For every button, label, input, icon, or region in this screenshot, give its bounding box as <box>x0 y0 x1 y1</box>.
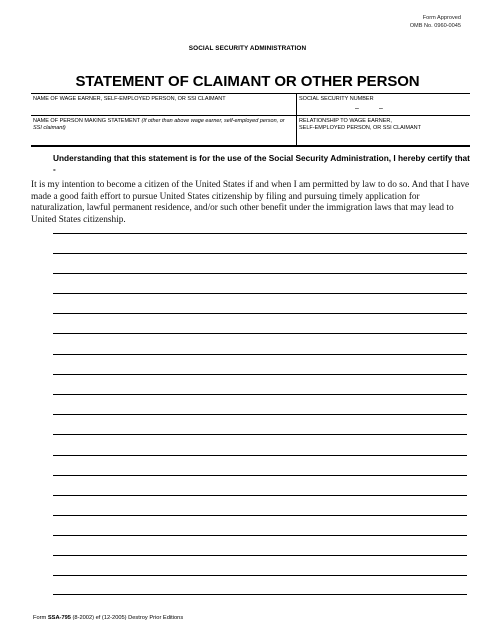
writing-line[interactable] <box>53 313 467 314</box>
relationship-label-line2: SELF-EMPLOYED PERSON, OR SSI CLAIMANT <box>299 125 421 131</box>
writing-line[interactable] <box>53 434 467 435</box>
fields-top-rule <box>31 93 470 94</box>
fields-column-divider <box>296 93 297 145</box>
form-approved-block <box>341 14 461 30</box>
writing-line[interactable] <box>53 495 467 496</box>
writing-line[interactable] <box>53 475 467 476</box>
statement-text: It is my intention to become a citizen of the United States if and when I am permitted by law to do so. And that I have made a good faith effort to pursue United States citizenship by filing and pursuing timely application for naturalization, lawful permanent residence, and/or such other benefit under the immigration laws that may lead to United States citizenship. <box>31 180 470 225</box>
writing-line[interactable] <box>53 515 467 516</box>
writing-line[interactable] <box>53 455 467 456</box>
wage-earner-name-field[interactable] <box>33 96 293 114</box>
fields-bottom-rule <box>31 145 470 147</box>
agency-name: SOCIAL SECURITY ADMINISTRATION <box>188 45 307 52</box>
writing-line[interactable] <box>53 253 467 254</box>
form-title: STATEMENT OF CLAIMANT OR OTHER PERSON <box>75 73 420 90</box>
person-making-statement-label: NAME OF PERSON MAKING STATEMENT <box>33 118 140 124</box>
certify-heading: Understanding that this statement is for the use of the Social Security Administration, I hereby certify that - <box>53 153 470 174</box>
fields-middle-rule <box>31 115 470 116</box>
writing-line[interactable] <box>53 394 467 395</box>
writing-line[interactable] <box>53 293 467 294</box>
form-footer <box>33 615 183 621</box>
writing-line[interactable] <box>53 594 467 595</box>
form-approved-text: Form Approved <box>422 15 461 21</box>
wage-earner-name-label: NAME OF WAGE EARNER, SELF-EMPLOYED PERSON, OR SSI CLAIMANT <box>33 96 226 102</box>
footer-form-number: SSA-795 <box>47 615 71 621</box>
footer-form-edition: (8-2002) ef (12-2005) Destroy Prior Editions <box>70 615 184 621</box>
relationship-label-line1: RELATIONSHIP TO WAGE EARNER, <box>299 118 392 124</box>
ssn-label: SOCIAL SECURITY NUMBER <box>299 96 374 102</box>
person-making-statement-field[interactable] <box>33 118 289 144</box>
ssn-separator-2: – <box>379 105 383 112</box>
writing-line[interactable] <box>53 233 467 234</box>
person-making-statement-note: (If other than above wage earner, self-employed person, or SSI claimant) <box>33 118 285 131</box>
writing-line[interactable] <box>53 555 467 556</box>
writing-line[interactable] <box>53 354 467 355</box>
relationship-field[interactable] <box>299 118 467 144</box>
ssn-separators <box>352 105 386 112</box>
writing-line[interactable] <box>53 575 467 576</box>
writing-line[interactable] <box>53 273 467 274</box>
footer-form-prefix: Form <box>33 615 48 621</box>
omb-number: OMB No. 0960-0045 <box>409 23 461 29</box>
writing-line[interactable] <box>53 333 467 334</box>
writing-line[interactable] <box>53 535 467 536</box>
writing-line[interactable] <box>53 374 467 375</box>
writing-line[interactable] <box>53 414 467 415</box>
ssn-separator-1: – <box>355 105 359 112</box>
